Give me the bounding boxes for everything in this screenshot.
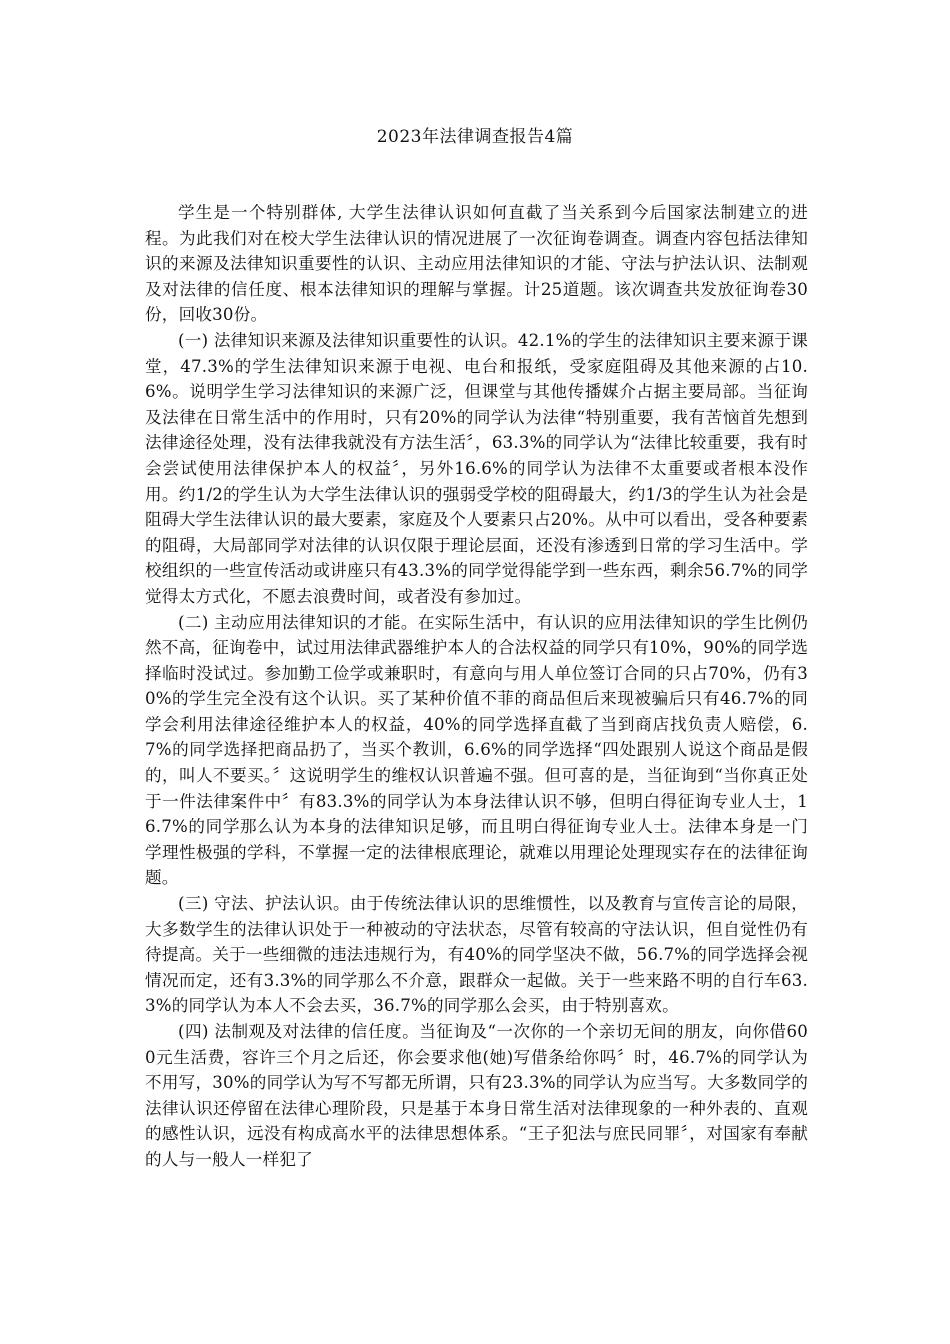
- paragraph-section-1: (一) 法律知识来源及法律知识重要性的认识。42.1%的学生的法律知识主要来源于课堂，47.3%的学生法律知识来源于电视、电台和报纸，受家庭阻碍及其他来源的占10.6%。说明学生学习法律知识的来源广泛，但课堂与其他传播媒介占据主要局部。当征询及法律在日常生活中的作用时，只有20%的同学认为法律“特别重要，我有苦恼首先想到法律途径处理，没有法律我就没有方法生活〞，63.3%的同学认为“法律比较重要，我有时会尝试使用法律保护本人的权益〞，另外16.6%的同学认为法律不太重要或者根本没作用。约1/2的学生认为大学生法律认识的强弱受学校的阻碍最大，约1/3的学生认为社会是阻碍大学生法律认识的最大要素，家庭及个人要素只占20%。从中可以看出，受各种要素的阻碍，大局部同学对法律的认识仅限于理论层面，还没有渗透到日常的学习生活中。学校组织的一些宣传活动或讲座只有43.3%的同学觉得能学到一些东西，剩余56.7%的同学觉得太方式化，不愿去浪费时间，或者没有参加过。: [145, 330, 808, 606]
- document-body: [145, 200, 808, 1173]
- document-title: 2023年法律调查报告4篇: [376, 127, 574, 147]
- paragraph-section-3: (三) 守法、护法认识。由于传统法律认识的思维惯性，以及教育与宣传言论的局限，大多数学生的法律认识处于一种被动的守法状态，尽管有较高的守法认识，但自觉性仍有待提高。关于一些细微的违法违规行为，有40%的同学坚决不做，56.7%的同学选择会视情况而定，还有3.3%的同学那么不介意，跟群众一起做。关于一些来路不明的自行车63.3%的同学认为本人不会去买，36.7%的同学那么会买，由于特别喜欢。: [145, 894, 808, 1016]
- paragraph-section-2: (二) 主动应用法律知识的才能。在实际生活中，有认识的应用法律知识的学生比例仍然不高，征询卷中，试过用法律武器维护本人的合法权益的同学只有10%，90%的同学选择临时没试过。参加勤工俭学或兼职时，有意向与用人单位签订合同的只占70%，仍有30%的学生完全没有这个认识。买了某种价值不菲的商品但后来现被骗后只有46.7%的同学会利用法律途径维护本人的权益，40%的同学选择直截了当到商店找负责人赔偿，6.7%的同学选择把商品扔了，当买个教训，6.6%的同学选择“四处跟别人说这个商品是假的，叫人不要买。〞这说明学生的维权认识普遍不强。但可喜的是，当征询到“当你真正处于一件法律案件中〞有83.3%的同学认为本身法律认识不够，但明白得征询专业人士，16.7%的同学那么认为本身的法律知识足够，而且明白得征询专业人士。法律本身是一门学理性极强的学科，不掌握一定的法律根底理论，就难以用理论处理现实存在的法律征询题。: [145, 612, 808, 888]
- paragraph-section-4: (四) 法制观及对法律的信任度。当征询及“一次你的一个亲切无间的朋友，向你借600元生活费，容许三个月之后还，你会要求他(她)写借条给你吗〞时，46.7%的同学认为不用写，30%的同学认为写不写都无所谓，只有23.3%的同学认为应当写。大多数同学的法律认识还停留在法律心理阶段，只是基于本身日常生活对法律现象的一种外表的、直观的感性认识，远没有构成高水平的法律思想体系。“王子犯法与庶民同罪〞，对国家有奉献的人与一般人一样犯了: [145, 1022, 808, 1169]
- paragraph-intro: 学生是一个特别群体, 大学生法律认识如何直截了当关系到今后国家法制建立的进程。为此我们对在校大学生法律认识的情况进展了一次征询卷调查。调查内容包括法律知识的来源及法律知识重要性的认识、主动应用法律知识的才能、守法与护法认识、法制观及对法律的信任度、根本法律知识的理解与掌握。计25道题。该次调查共发放征询卷30份，回收30份。: [145, 203, 808, 325]
